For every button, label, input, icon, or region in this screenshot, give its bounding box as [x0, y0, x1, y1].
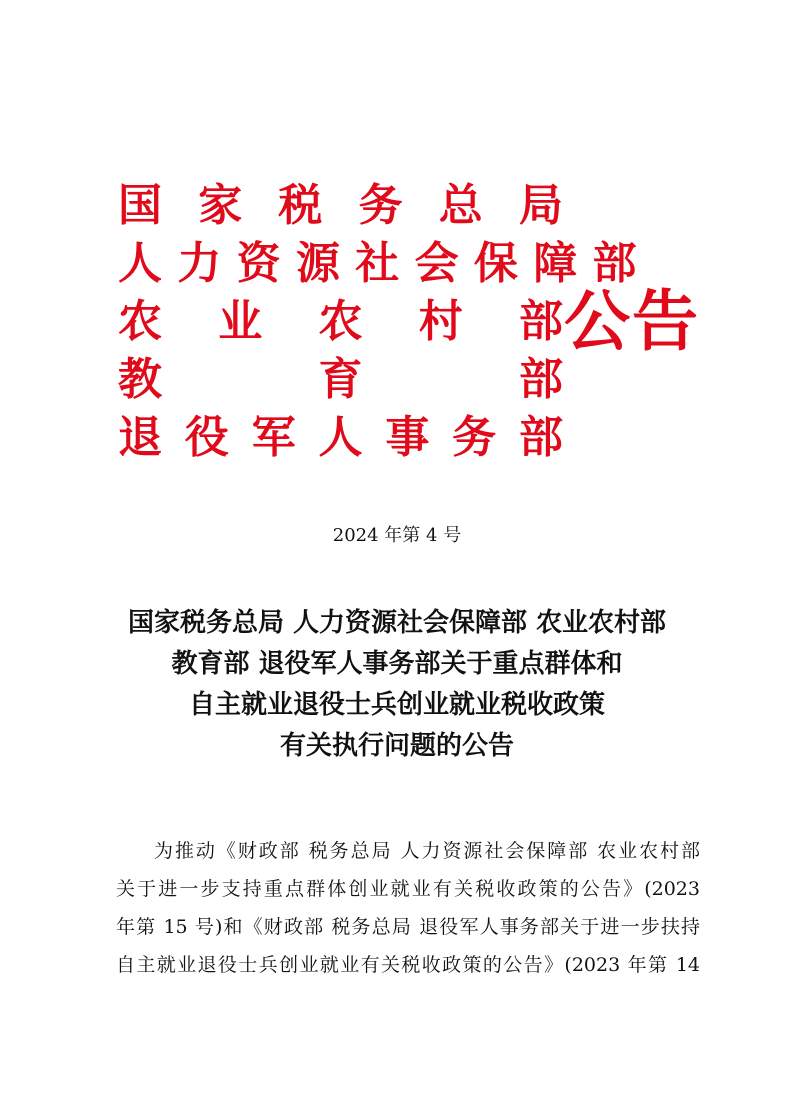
title-line: 自主就业退役士兵创业就业税收政策	[188, 690, 605, 720]
title-line: 有关执行问题的公告	[279, 731, 514, 761]
body-paragraph	[116, 832, 700, 984]
issuer-human-resources: 人 力 资 源 社 会 保 障 部	[118, 238, 637, 289]
body-line: 年第 15 号)和《财政部 税务总局 退役军人事务部关于进一步扶持	[116, 916, 700, 938]
issuer-education: 教 育 部	[118, 354, 563, 405]
document-title	[70, 603, 724, 767]
title-line: 教育部 退役军人事务部关于重点群体和	[171, 649, 623, 679]
body-line: 关于进一步支持重点群体创业就业有关税收政策的公告》(2023	[116, 878, 700, 900]
notice-label: 公告	[564, 282, 700, 360]
issuer-veterans-affairs: 退 役 军 人 事 务 部	[118, 412, 563, 463]
document-number: 2024 年第 4 号	[332, 525, 462, 546]
body-line: 自主就业退役士兵创业就业有关税收政策的公告》(2023 年第 14	[116, 954, 700, 976]
title-line: 国家税务总局 人力资源社会保障部 农业农村部	[127, 608, 667, 638]
issuer-tax-administration: 国 家 税 务 总 局	[118, 180, 563, 231]
body-line: 为推动《财政部 税务总局 人力资源社会保障部 农业农村部	[154, 840, 700, 862]
issuer-agriculture: 农 业 农 村 部	[118, 296, 563, 347]
